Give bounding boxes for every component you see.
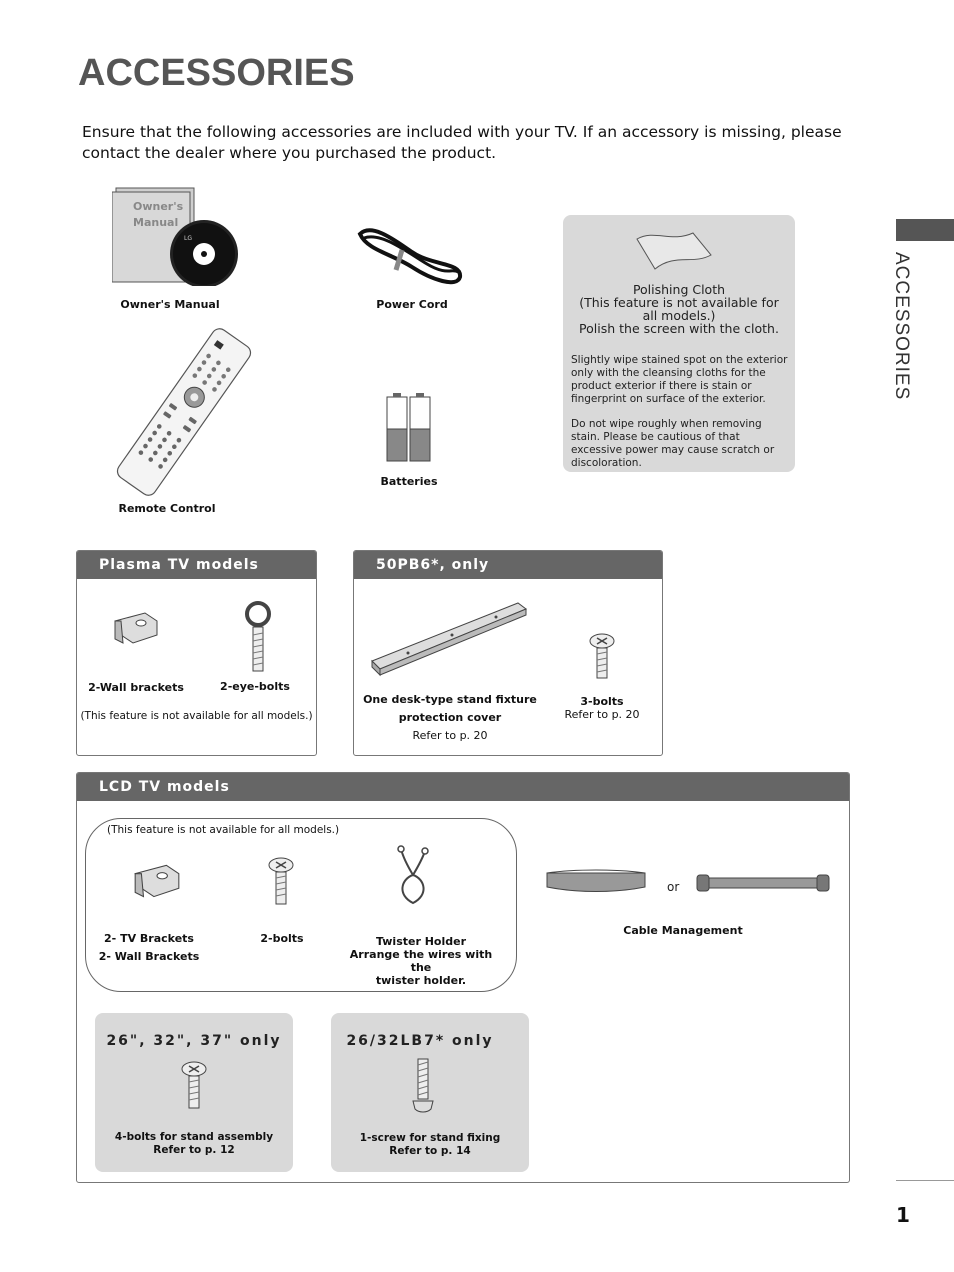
lcd-panel-header: LCD TV models [77, 773, 849, 801]
lcd-brackets-text [89, 930, 209, 966]
plasma-eye-bolts-label: 2-eye-bolts [220, 680, 290, 693]
power-cord-label: Power Cord [376, 298, 448, 311]
cable-or-text: or [667, 880, 680, 894]
pb6-bolt-icon [588, 633, 616, 681]
page-number-rule [896, 1180, 954, 1181]
pb6-bolts-text [554, 695, 650, 721]
polishing-title: Polishing Cloth [632, 282, 726, 297]
lcd-stand-screw-text [331, 1132, 529, 1158]
lcd-note: (This feature is not available for all models.) [107, 824, 340, 836]
lcd-stand-bolts-text [95, 1131, 293, 1157]
owners-manual-label: Owner's Manual [120, 298, 220, 311]
pb6-cover-text [362, 691, 538, 745]
plasma-panel [76, 550, 317, 756]
twister-holder-icon [393, 845, 433, 907]
wall-bracket-icon [111, 609, 161, 649]
lcd-panel [76, 772, 850, 1183]
pb6-bolts-ref: Refer to p. 20 [564, 708, 640, 721]
lcd-stand-screw-box [331, 1013, 529, 1172]
polishing-cloth-icon [633, 225, 715, 275]
lcd-stand-bolts-line2: Refer to p. 12 [153, 1144, 235, 1156]
lcd-bolts-label: 2-bolts [260, 932, 304, 945]
side-tab-marker [896, 219, 954, 241]
twister-line2: twister holder. [375, 974, 467, 987]
polishing-para1: Slightly wipe stained spot on the exterior only with the cleansing cloths for the product exterior if there is stain or fingerprint on surface of the exterior. [571, 354, 788, 405]
batteries-illustration [386, 393, 432, 463]
lcd-stand-screw-line1: 1-screw for stand fixing [359, 1132, 501, 1144]
lcd-stand-bolts-line1: 4-bolts for stand assembly [114, 1131, 274, 1143]
batteries-label: Batteries [380, 475, 438, 488]
lcd-stand-bolts-title: 26", 32", 37" only [106, 1033, 282, 1049]
lcd-wall-brackets-label: 2- Wall Brackets [98, 950, 200, 963]
polishing-para2: Do not wipe roughly when removing stain. Please be cautious of that excessive power may cause scratch or discoloration. [571, 418, 775, 469]
polishing-heading [563, 283, 795, 335]
twister-line1: Arrange the wires with the [349, 948, 493, 974]
cable-management-bar-icon [695, 871, 831, 895]
cable-management-label: Cable Management [623, 924, 743, 937]
plasma-wall-brackets-label: 2-Wall brackets [88, 681, 184, 694]
remote-control-illustration [108, 328, 260, 496]
polishing-note-line2: all models.) [642, 308, 716, 323]
pb6-cover-line2: protection cover [398, 711, 502, 724]
manual-cover-line1: Owner's [133, 200, 184, 213]
twister-text [345, 935, 497, 987]
lcd-tv-brackets-label: 2- TV Brackets [104, 932, 194, 945]
svg-text:LG: LG [184, 235, 192, 242]
page-title: ACCESSORIES [78, 52, 355, 94]
tv-bracket-icon [131, 861, 183, 903]
pb6-panel-header: 50PB6*, only [354, 551, 662, 579]
stand-cover-icon [368, 597, 530, 677]
lcd-stand-screw-line2: Refer to p. 14 [389, 1145, 471, 1157]
twister-title: Twister Holder [375, 935, 467, 948]
polishing-cloth-panel [563, 215, 795, 472]
pb6-panel [353, 550, 663, 756]
eye-bolt-icon [241, 601, 275, 673]
lcd-bolt-icon [267, 857, 295, 907]
pb6-cover-ref: Refer to p. 20 [412, 729, 488, 742]
page-number: 1 [896, 1203, 910, 1227]
manual-cover-text [133, 199, 183, 231]
stand-bolt-icon [180, 1061, 208, 1111]
lcd-stand-bolts-box [95, 1013, 293, 1172]
power-cord-illustration [352, 222, 467, 287]
remote-control-label: Remote Control [118, 502, 216, 515]
plasma-note: (This feature is not available for all models.) [80, 710, 313, 722]
polishing-note-line1: (This feature is not available for [579, 295, 779, 310]
plasma-panel-header: Plasma TV models [77, 551, 316, 579]
lcd-stand-screw-title: 26/32LB7* only [346, 1033, 494, 1049]
cable-management-clip-icon [545, 867, 647, 895]
stand-screw-icon [411, 1057, 435, 1115]
manual-cover-line2: Manual [133, 216, 179, 229]
pb6-cover-line1: One desk-type stand fixture [363, 693, 537, 706]
polishing-instruction: Polish the screen with the cloth. [579, 321, 779, 336]
intro-text: Ensure that the following accessories are included with your TV. If an accessory is missing, please contact the dealer where you purchased the product. [82, 123, 842, 162]
pb6-bolts-label: 3-bolts [580, 695, 624, 708]
side-section-label: ACCESSORIES [891, 252, 912, 401]
